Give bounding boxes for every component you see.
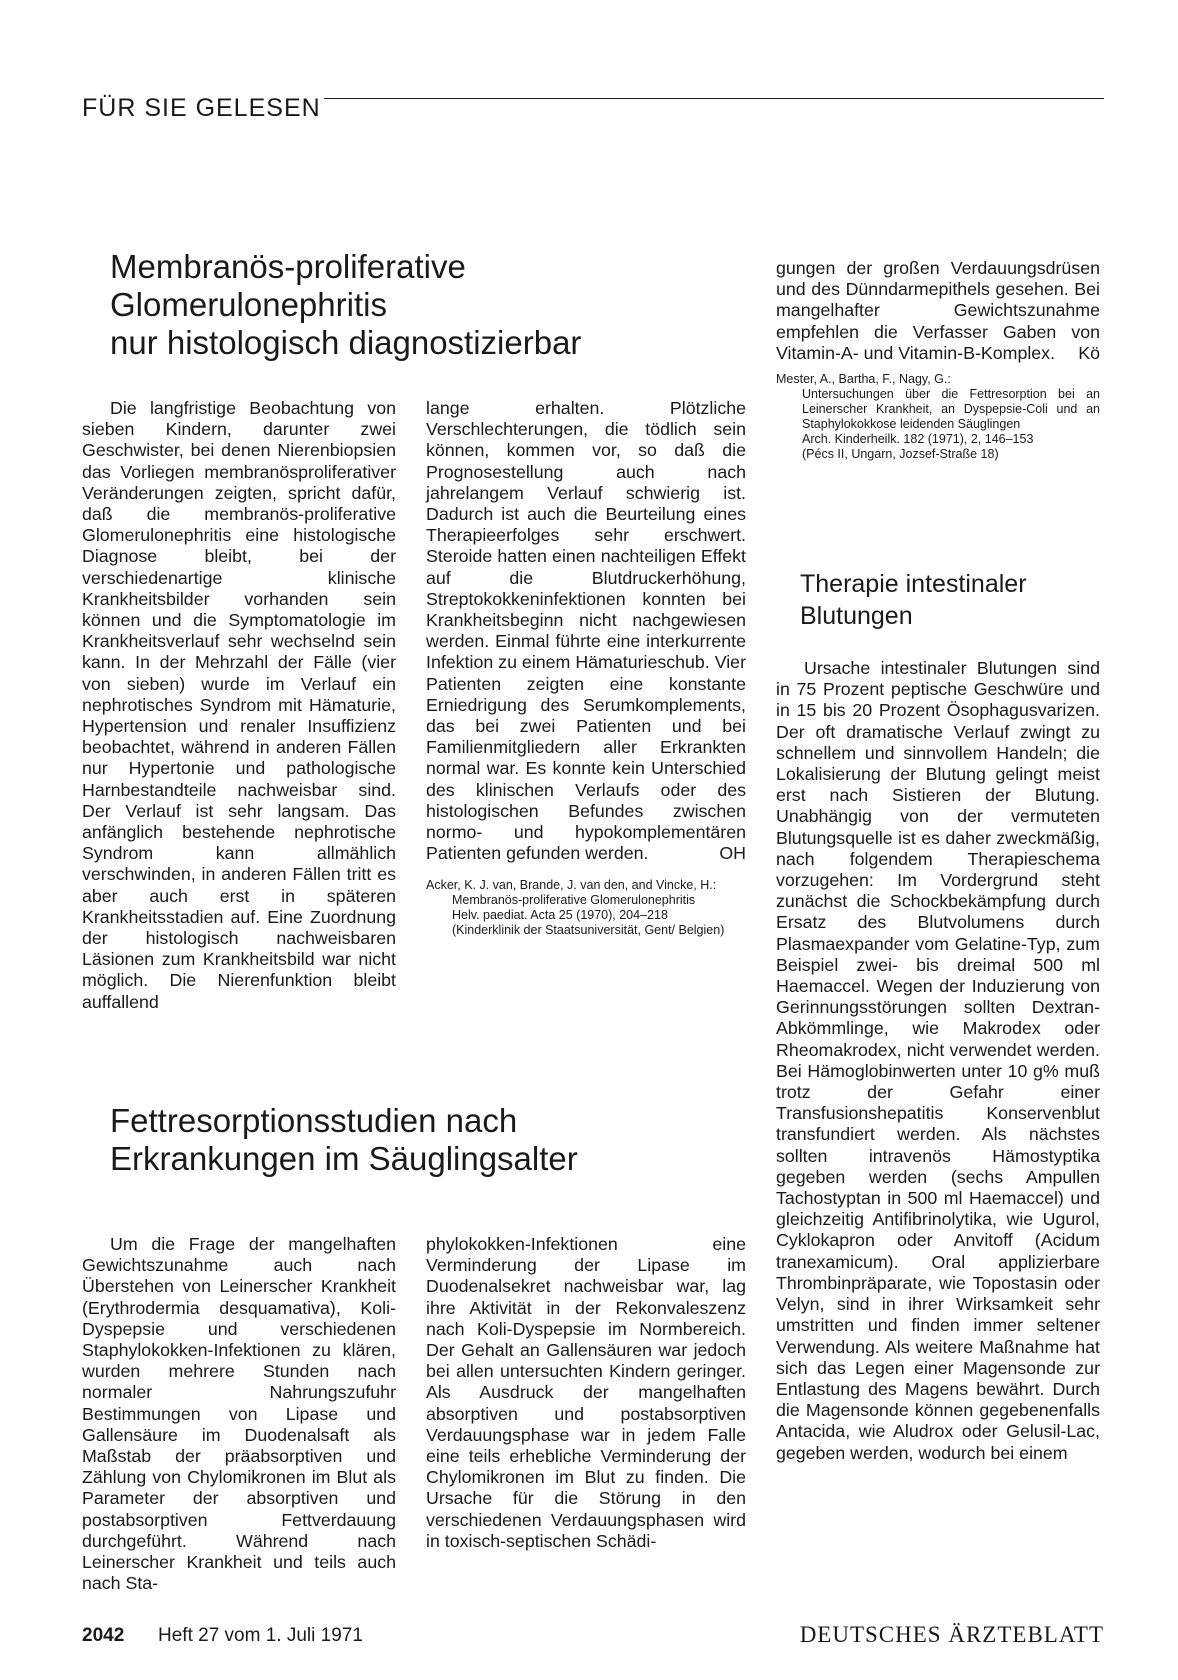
article2-title	[110, 1102, 750, 1178]
article3-title-line: Blutungen	[800, 602, 913, 630]
article2-title-line: Erkrankungen im Säuglingsalter	[110, 1140, 578, 1177]
article1-ref-journal: Helv. paediat. Acta 25 (1970), 204–218	[452, 908, 668, 923]
page-number: 2042	[82, 1625, 125, 1646]
article2-ref-journal: Arch. Kinderheilk. 182 (1971), 2, 146–153	[802, 432, 1034, 447]
article3-title	[800, 568, 1100, 632]
article2-column-2	[426, 1234, 746, 1552]
section-label: FÜR SIE GELESEN	[82, 94, 321, 122]
section-rule	[324, 98, 1104, 99]
issue-info: Heft 27 vom 1. Juli 1971	[158, 1625, 363, 1646]
article2-col2-text: phylokokken-Infektionen eine Verminderung der Lipase im Duodenalsekret nachweisbar war, lag ihre Aktivität in der Rekonvaleszenz nach Koli-Dyspepsie im Normbereich. Der Gehalt an Gallensäuren war jedoch bei allen untersuchten Kindern geringer. Als Ausdruck der mangelhaften absorptiven und postabsorptiven Verdauungsphase war in jedem Falle eine teils erhebliche Verminderung der Chylomikronen im Blut zu finden. Die Ursache für die Störung in den verschiedenen Verdauungsphasen wird in toxisch-septischen Schädi-	[426, 1234, 746, 1551]
article1-ref-title: Membranös-proliferative Glomerulonephritis	[452, 893, 696, 908]
article2-reference	[776, 372, 1100, 462]
article1-col2-text	[426, 398, 746, 864]
article1-title-line: Glomerulonephritis	[110, 286, 387, 323]
article2-column-1	[82, 1234, 396, 1594]
article1-column-1	[82, 398, 396, 1013]
article2-column-3	[776, 258, 1100, 462]
journal-name: DEUTSCHES ÄRZTEBLATT	[799, 1622, 1104, 1647]
article3-title-line: Therapie intestinaler	[800, 570, 1027, 598]
article1-reference	[426, 878, 746, 938]
article2-col1-text: Um die Frage der mangelhaften Gewichtszunahme auch nach Überstehen von Leinerscher Krankheit (Erythrodermia desquamativa), Koli-Dyspepsie und verschiedenen Staphylokokken-Infektionen zu klären, wurden mehrere Stunden nach normaler Nahrungszufuhr Bestimmungen von Lipase und Gallensäure im Duodenalsaft als Maßstab der präabsorptiven und Zählung von Chylomikronen im Blut als Parameter der absorptiven und postabsorptiven Fettverdauung durchgeführt. Während nach Leinerscher Krankheit und teils auch nach Sta-	[82, 1234, 396, 1594]
article1-ref-address: (Kinderklinik der Staatsuniversität, Gent/ Belgien)	[452, 923, 725, 938]
article2-ref-authors: Mester, A., Bartha, F., Nagy, G.:	[776, 372, 951, 387]
article3-col3-text: Ursache intestinaler Blutungen sind in 75 Prozent peptische Geschwüre und in 15 bis 20 Prozent Ösophagusvarizen. Der oft dramatische Verlauf zwingt zu schnellem und sinnvollem Handeln; die Lokalisierung der Blutung gelingt meist erst nach Sistieren der Blutung. Unabhängig von der vermuteten Blutungsquelle ist es daher zweckmäßig, nach folgendem Therapieschema vorzugehen: Im Vordergrund steht zunächst die Schockbekämpfung durch Ersatz des Blutvolumens durch Plasmaexpander vom Gelatine-Typ, zum Beispiel zwei- bis dreimal 500 ml Haemaccel. Wegen der Induzierung von Gerinnungsstörungen sollten Dextran-Abkömmlinge, wie Makrodex oder Rheomakrodex, nicht verwendet werden. Bei Hämoglobinwerten unter 10 g% muß trotz der Gefahr einer Transfusionshepatitis Konservenblut transfundiert werden. Als nächstes sollten intravenös Hämostyptika gegeben werden (sechs Ampullen Tachostyptan in 500 ml Haemaccel) und gleichzeitig Antifibrinolytika, wie Ugurol, Cyklokapron oder Anvitoff (Acidum tranexamicum). Oral applizierbare Thrombinpräparate, wie Topostasin oder Velyn, sind in ihrer Wirksamkeit sehr umstritten und finden immer seltener Verwendung. Als weitere Maßnahme hat sich das Legen einer Magensonde zur Entlastung des Magens bewährt. Durch die Magensonde können gegebenenfalls Antacida, wie Aludrox oder Gelusil-Lac, gegeben werden, wodurch bei einem	[776, 658, 1100, 1463]
article1-col2-body: lange erhalten. Plötzliche Verschlechterungen, die tödlich sein können, kommen vor, so daß die Prognosestellung auch nach jahrelangem Verlauf schwierig ist. Dadurch ist auch die Beurteilung eines Therapieerfolges sehr erschwert. Steroide hatten einen nachteiligen Effekt auf die Blutdruckerhöhung, Streptokokkeninfektionen konnten bei Krankheitsbeginn nicht nachgewiesen werden. Einmal führte eine interkurrente Infektion zu einem Hämaturieschub. Vier Patienten zeigten eine konstante Erniedrigung des Serumkomplements, das bei zwei Patienten und bei Familienmitgliedern aller Erkrankten normal war. Es konnte kein Unterschied des klinischen Verlaufs oder des histologischen Befundes zwischen normo- und hypokomplementären Patienten gefunden werden.	[426, 398, 746, 864]
article2-title-line: Fettresorptionsstudien nach	[110, 1102, 518, 1139]
article2-ref-title: Untersuchungen über die Fettresorption bei an Leinerscher Krankheit, an Dyspepsie-Coli und an Staphylokokkose leidenden Säuglingen	[802, 387, 1100, 432]
article1-col1-text: Die langfristige Beobachtung von sieben Kindern, darunter zwei Geschwister, bei denen Nierenbiopsien das Vorliegen membranösproliferativer Veränderungen zeigten, spricht dafür, daß die membranös-proliferative Glomerulonephritis eine histologische Diagnose bleibt, bei der verschiedenartige klinische Krankheitsbilder vorhanden sein können und die Symptomatologie im Krankheitsverlauf sehr wechselnd sein kann. In der Mehrzahl der Fälle (vier von sieben) wurde im Verlauf ein nephrotisches Syndrom mit Hämaturie, Hypertension und renaler Insuffizienz beobachtet, während in anderen Fällen nur Hypertonie und pathologische Harnbestandteile nachweisbar sind. Der Verlauf ist sehr langsam. Das anfänglich bestehende nephrotische Syndrom kann allmählich verschwinden, in anderen Fällen tritt es aber auch erst in späteren Krankheitsstadien auf. Eine Zuordnung der histologisch nachweisbaren Läsionen zum Krankheitsbild war nicht möglich. Die Nierenfunktion bleibt auffallend	[82, 398, 396, 1012]
article2-ref-address: (Pécs II, Ungarn, Jozsef-Straße 18)	[802, 447, 999, 462]
article2-col3-text	[776, 258, 1100, 364]
article1-title-line: Membranös-proliferative	[110, 248, 466, 285]
article1-title-line: nur histologisch diagnostizierbar	[110, 324, 582, 361]
article2-col3-body: gungen der großen Verdauungsdrüsen und des Dünndarmepithels gesehen. Bei mangelhafter Gewichtszunahme empfehlen die Verfasser Gaben von Vitamin-A- und Vitamin-B-Komplex.	[776, 258, 1100, 363]
article1-title	[110, 248, 710, 362]
article3-column-3	[776, 658, 1100, 1464]
article2-signature: Kö	[1078, 342, 1100, 363]
article1-column-2	[426, 398, 746, 938]
article1-signature: OH	[719, 843, 746, 864]
article1-ref-authors: Acker, K. J. van, Brande, J. van den, and Vincke, H.:	[426, 878, 717, 893]
